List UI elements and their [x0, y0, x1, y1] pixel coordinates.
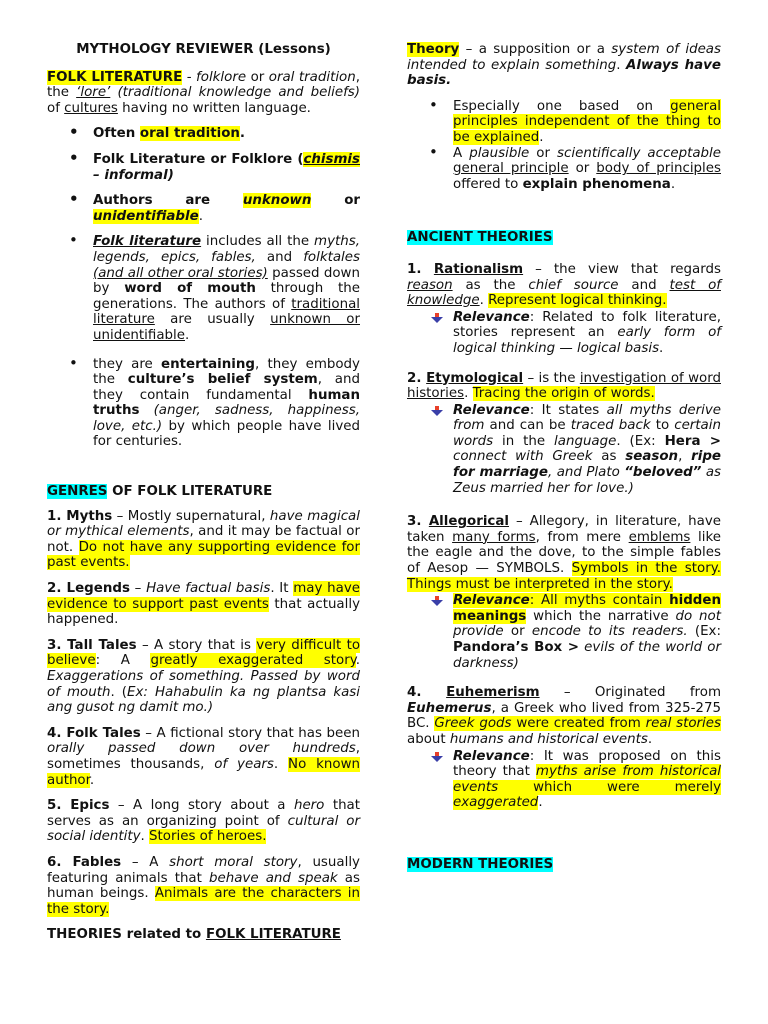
text: Euhemerism [446, 685, 540, 701]
text: or [503, 624, 532, 640]
text: – Mostly supernatural, [112, 508, 270, 524]
text: (traditional knowledge and beliefs) [110, 85, 361, 101]
text: Pandora’s Box > [453, 640, 579, 655]
modern-theories-heading [407, 857, 721, 873]
text: , and they contain fundamental [93, 372, 360, 403]
text: myths, legends, epics, fables, [93, 234, 360, 265]
relevance-rationalism [407, 310, 721, 357]
text: as Zeus married her for love.) [453, 465, 721, 496]
text: . [538, 795, 543, 811]
text: many forms [452, 529, 536, 545]
text: unidentifiable [93, 208, 199, 224]
text: : Related to folk literature, stories represent an [453, 309, 721, 341]
list-item [407, 99, 721, 146]
text: 3. Tall Tales [47, 637, 137, 653]
text: . It [270, 581, 294, 597]
text: which were merely [498, 779, 721, 795]
right-column [407, 42, 721, 873]
text: Have factual basis [146, 581, 271, 597]
text: 4. Folk Tales [47, 725, 141, 741]
text: 1. Myths [47, 508, 113, 524]
text: very difficult to believe [47, 637, 361, 669]
text: , a Greek who lived from 325-275 BC. [407, 700, 721, 732]
folk-literature-definition [47, 70, 360, 117]
text: cultures [64, 100, 118, 116]
text: oral tradition [268, 69, 356, 85]
text: folklore [196, 69, 247, 85]
text: are usually [154, 312, 271, 328]
text: behave and speak [209, 870, 338, 886]
text: or [568, 161, 597, 177]
text: Rationalism [433, 261, 524, 277]
ancient-theories-heading [407, 230, 721, 246]
genre-legends [47, 581, 360, 628]
text: (Ex: [687, 624, 721, 640]
text: general principles independent of the thing to be explained [453, 98, 721, 145]
arrow-bullet-icon [431, 752, 443, 762]
text: , the [47, 69, 360, 101]
text: have magical or mythical elements [47, 508, 360, 540]
term-folk-literature: FOLK LITERATURE [47, 69, 183, 85]
text: word of mouth [124, 281, 256, 297]
text: . ( [110, 684, 127, 700]
text: ‘lore’ [76, 85, 111, 101]
text: greatly exaggerated story [150, 653, 356, 669]
text: THEORIES related to [47, 927, 206, 943]
text: . [539, 129, 544, 145]
text: includes all the [201, 234, 315, 250]
text: real stories [645, 716, 721, 732]
text: Euhemerus [407, 700, 492, 716]
text: Greek gods [434, 716, 512, 732]
text: – a supposition or a [459, 42, 612, 57]
text: – A fictional story that has been [140, 725, 360, 741]
text: Relevance [453, 309, 530, 325]
text: . [185, 327, 190, 343]
text: , usually featuring animals that [47, 854, 360, 886]
text: 5. Epics [47, 798, 110, 814]
text: culture’s belief system [127, 372, 318, 388]
text: A [453, 145, 470, 161]
text: that serves as an organizing point of [47, 798, 361, 829]
text: . (Ex: [616, 433, 665, 449]
text: Authors are [93, 193, 243, 209]
text: , from mere [535, 529, 629, 545]
text: Folk literature [93, 234, 202, 250]
list-item [47, 234, 360, 343]
text: Tracing the origin of words. [472, 386, 655, 402]
text: of years [214, 756, 274, 772]
text: . [464, 386, 473, 402]
text: Exaggerations of something. Passed by word of mouth [47, 669, 360, 700]
theory-definition [407, 42, 721, 89]
text: folktales [303, 249, 360, 265]
text: Folk Literature or Folklore ( [93, 151, 304, 167]
folk-literature-bullets [47, 126, 360, 450]
text: . [239, 126, 246, 142]
text: general principle [453, 161, 569, 177]
text: by which people have lived for centuries. [93, 418, 360, 450]
text: were created from [511, 716, 646, 732]
text: unknown or unidentifiable [93, 312, 360, 343]
text: as the [452, 277, 529, 293]
text: 6. Fables [47, 854, 122, 870]
text: test of knowledge [407, 277, 721, 309]
text: Especially one based on [453, 98, 671, 114]
text: certain words [453, 418, 721, 449]
theories-heading [47, 927, 360, 943]
arrow-bullet-icon [431, 596, 443, 606]
theory-rationalism [407, 262, 721, 309]
text: . [659, 340, 664, 356]
text: may have evidence to support past events [47, 581, 360, 612]
page-title: MYTHOLOGY REVIEWER (Lessons) [76, 42, 331, 57]
text: – Allegory, in literature, have taken [407, 514, 721, 545]
text: scientifically acceptable [557, 145, 721, 161]
left-column [47, 42, 360, 943]
arrow-bullet-icon [431, 406, 443, 416]
text: humans and historical events [449, 731, 648, 747]
genre-epics [47, 798, 360, 845]
text: Hera > [664, 433, 722, 449]
list-item [47, 193, 360, 224]
text: plausible [469, 145, 530, 161]
text: : [529, 593, 541, 609]
text: Theory [407, 42, 460, 57]
text: – the view that regards [523, 261, 721, 277]
text: “beloved” [624, 465, 702, 481]
text: , and Plato [547, 465, 625, 481]
text: FOLK LITERATURE [205, 927, 341, 943]
text: Often [93, 126, 140, 142]
text: hidden meanings [453, 593, 721, 624]
text: , sometimes thousands, [47, 741, 360, 772]
text: Ex: Hahabulin ka ng plantsa kasi ang gusot ng damit mo.) [47, 684, 361, 716]
text: Relevance [453, 593, 530, 609]
text: Animals are the characters in the story. [47, 886, 360, 917]
text: . [198, 208, 203, 224]
text: through the generations. The authors of [93, 281, 360, 312]
text: hero [293, 798, 325, 814]
text: . [616, 57, 627, 73]
text: Do not have any supporting evidence for past events. [47, 539, 360, 571]
text: orally passed down over hundreds [47, 741, 356, 757]
arrow-bullet-icon [431, 313, 443, 323]
text: – informal) [93, 167, 174, 183]
text: which the narrative [526, 608, 676, 624]
text: traced back [570, 418, 651, 434]
text: or [246, 69, 269, 85]
text: exaggerated [453, 795, 539, 811]
text: , and it may be factual or not. [47, 524, 361, 555]
text: – Originated from [539, 685, 721, 701]
text: – A story that is [136, 637, 257, 653]
text: passed down by [93, 265, 360, 297]
theory-euhemerism [407, 685, 721, 747]
text: chismis [303, 151, 360, 167]
text: Symbols in the story. Things must be interpreted in the story. [407, 561, 721, 592]
text: and [618, 277, 670, 293]
text: having no written language. [117, 100, 311, 116]
text: – is the [523, 370, 580, 386]
text: about [407, 731, 450, 747]
text: body of principles [596, 161, 721, 177]
text: OF FOLK LITERATURE [107, 484, 273, 500]
text: oral tradition [139, 126, 240, 142]
text: – A long story about a [109, 798, 294, 814]
text: , [678, 449, 692, 465]
text: . [273, 756, 289, 772]
text: cultural or social identity [47, 813, 360, 845]
list-item [407, 146, 721, 193]
text: All myths contain [540, 593, 670, 609]
text: myths arise from historical events [453, 764, 721, 795]
text: early form of logical thinking — logical basis [453, 325, 721, 356]
text: language [554, 433, 617, 449]
relevance-etymological [407, 403, 721, 497]
genre-folk-tales [47, 726, 360, 788]
text: 4. [407, 685, 447, 701]
text: that actually happened. [47, 596, 360, 628]
text: . [479, 293, 489, 309]
text: 2. [407, 370, 427, 386]
text: Allegorical [428, 514, 509, 530]
genre-fables [47, 855, 360, 917]
text: , they embody the [93, 356, 360, 388]
text: season [625, 449, 679, 465]
text: Always have basis. [407, 57, 721, 89]
text: encode to its readers. [531, 624, 688, 640]
text: evils of the world or darkness) [453, 640, 721, 671]
text: investigation of word histories [407, 370, 721, 402]
text: chief source [528, 277, 619, 293]
list-item [47, 126, 360, 142]
text: : It states [529, 402, 607, 418]
text: traditional literature [93, 296, 360, 328]
text: as [592, 449, 626, 465]
text: ANCIENT THEORIES [407, 230, 553, 246]
text: . [140, 829, 150, 845]
text: explain phenomena [522, 176, 671, 192]
text: . [89, 772, 95, 788]
theory-allegorical [407, 514, 721, 592]
genres-heading [47, 484, 360, 500]
text: Relevance [453, 748, 530, 764]
text: unknown [242, 193, 312, 209]
text: like the eagle and the dove, to the simple fables of Aesop — SYMBOLS. [407, 529, 721, 577]
text: : It was proposed on this theory that [453, 748, 721, 780]
text: all myths derive from [453, 402, 721, 434]
text: offered to [453, 176, 523, 192]
text: entertaining [161, 356, 255, 372]
text: short moral story [169, 854, 298, 870]
relevance-euhemerism [407, 749, 721, 811]
text: and [255, 249, 304, 265]
text: No known author [47, 756, 361, 788]
text: . [670, 176, 676, 192]
text: . [647, 731, 653, 747]
list-item [47, 357, 360, 451]
theory-etymological [407, 371, 721, 402]
text: and can be [484, 418, 571, 434]
text: or [311, 193, 360, 209]
relevance-allegorical [407, 593, 721, 671]
text: Stories of heroes. [149, 829, 267, 845]
text: do not provide [453, 608, 721, 640]
text: to [650, 418, 675, 434]
text: 2. Legends [47, 581, 130, 597]
text: Relevance [453, 402, 530, 418]
text: . [355, 653, 360, 669]
theory-bullets [407, 99, 721, 193]
text: connect with Greek [453, 449, 593, 465]
text: human truths [93, 387, 360, 419]
text: Represent logical thinking. [488, 293, 667, 309]
text: - [182, 69, 197, 85]
text: Etymological [426, 370, 524, 386]
text: MODERN THEORIES [407, 856, 554, 872]
text: (and all other oral stories) [93, 265, 268, 281]
text: reason [407, 277, 453, 293]
text: or [529, 145, 558, 161]
text: 3. [407, 514, 429, 530]
text: ripe for marriage [453, 449, 722, 481]
text: of [47, 100, 65, 116]
text: system of ideas intended to explain something [407, 42, 721, 73]
text: : A [95, 653, 151, 669]
text: 1. [407, 261, 434, 277]
text: – [129, 581, 147, 597]
list-item [47, 152, 360, 183]
genre-myths [47, 509, 360, 571]
text: – A [121, 854, 170, 870]
text: they are [93, 356, 161, 372]
text: emblems [628, 529, 691, 545]
text: as human beings. [47, 870, 360, 902]
text: GENRES [47, 484, 108, 500]
text: (anger, sadness, happiness, love, etc.) [93, 403, 360, 434]
text: in the [493, 433, 555, 449]
genre-tall-tales [47, 638, 360, 716]
